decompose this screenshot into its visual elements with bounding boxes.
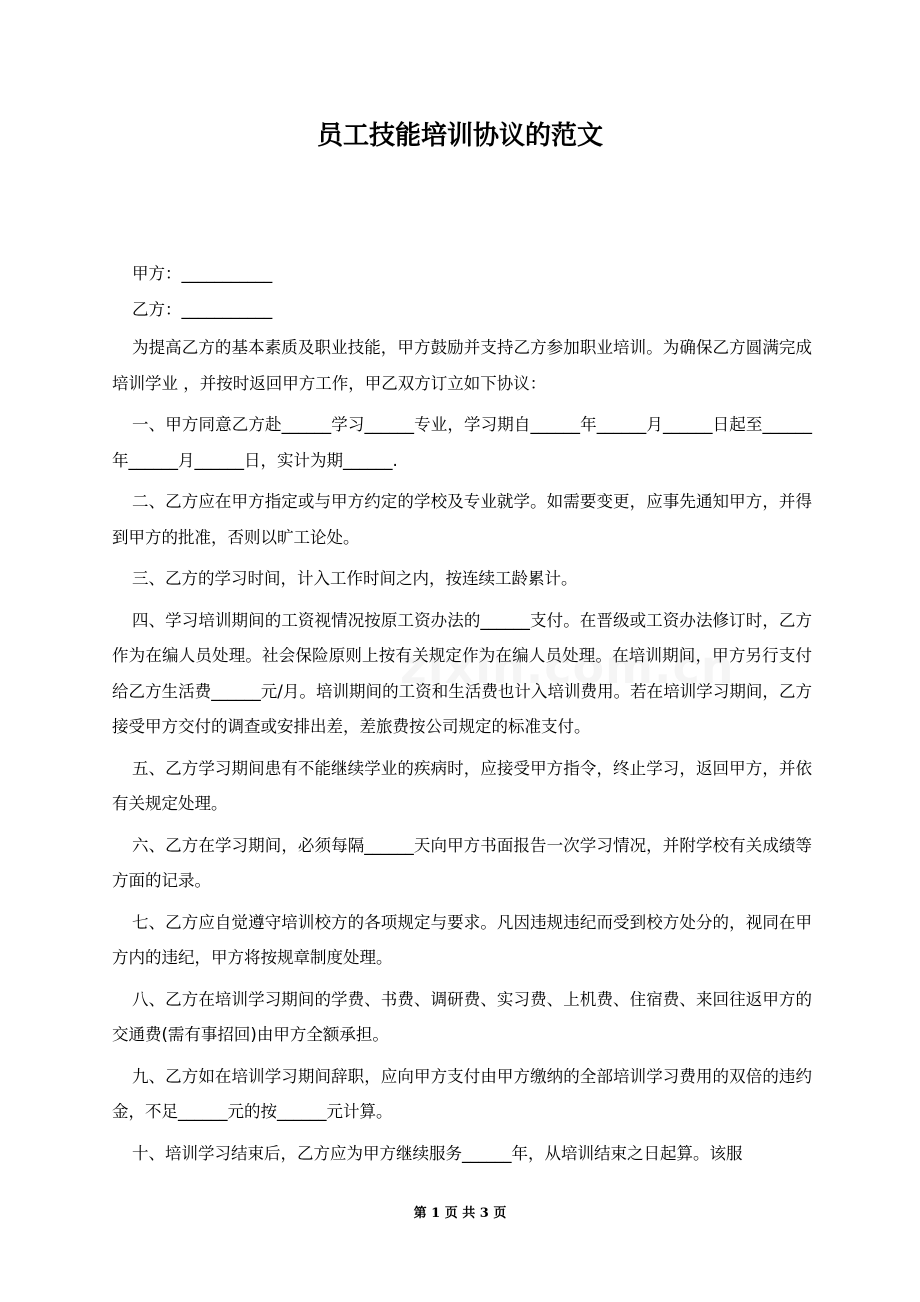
paragraph-intro: 为提高乙方的基本素质及职业技能，甲方鼓励并支持乙方参加职业培训。为确保乙方圆满完成培训学业 ，并按时返回甲方工作，甲乙双方订立如下协议： — [112, 338, 812, 393]
paragraph-clause-8: 八、乙方在培训学习期间的学费、书费、调研费、实习费、上机费、住宿费、来回往返甲方的交通费(需有事招回)由甲方全额承担。 — [112, 989, 812, 1044]
paragraph-clause-4: 四、学习培训期间的工资视情况按原工资办法的______支付。在晋级或工资办法修订时，乙方作为在编人员处理。社会保险原则上按有关规定作为在编人员处理。在培训期间，甲方另行支付给乙方生活费______元/月。培训期间的工资和生活费也计入培训费用。若在培训学习期间，乙方接受甲方交付的调查或安排出差，差旅费按公司规定的标准支付。 — [112, 610, 812, 736]
paragraph-clause-10: 十、培训学习结束后，乙方应为甲方继续服务______年，从培训结束之日起算。该服 — [132, 1143, 743, 1163]
party-b-line: 乙方：___________ — [132, 300, 273, 319]
document-title: 员工技能培训协议的范文 — [316, 121, 603, 151]
paragraph-clause-6: 六、乙方在学习期间，必须每隔______天向甲方书面报告一次学习情况，并附学校有关成绩等方面的记录。 — [112, 835, 812, 890]
paragraph-clause-7: 七、乙方应自觉遵守培训校方的各项规定与要求。凡因违规违纪而受到校方处分的，视同在甲方内的违纪，甲方将按规章制度处理。 — [112, 912, 812, 967]
paragraph-clause-3: 三、乙方的学习时间，计入工作时间之内，按连续工龄累计。 — [132, 569, 578, 588]
party-a-line: 甲方：___________ — [132, 264, 273, 283]
paragraph-clause-1: 一、甲方同意乙方赴______学习______专业，学习期自______年______月______日起至______年______月______日，实计为期______. — [112, 415, 812, 470]
page-footer: 第 1 页 共 3 页 — [413, 1206, 507, 1221]
paragraph-clause-5: 五、乙方学习期间患有不能继续学业的疾病时，应接受甲方指令，终止学习，返回甲方，并依有关规定处理。 — [112, 758, 812, 813]
paragraph-clause-9: 九、乙方如在培训学习期间辞职，应向甲方支付由甲方缴纳的全部培训学习费用的双倍的违约金，不足______元的按______元计算。 — [112, 1066, 812, 1121]
agreement-body — [112, 330, 812, 1177]
paragraph-clause-2: 二、乙方应在甲方指定或与甲方约定的学校及专业就学。如需要变更，应事先通知甲方，并得到甲方的批准，否则以旷工论处。 — [112, 492, 812, 547]
